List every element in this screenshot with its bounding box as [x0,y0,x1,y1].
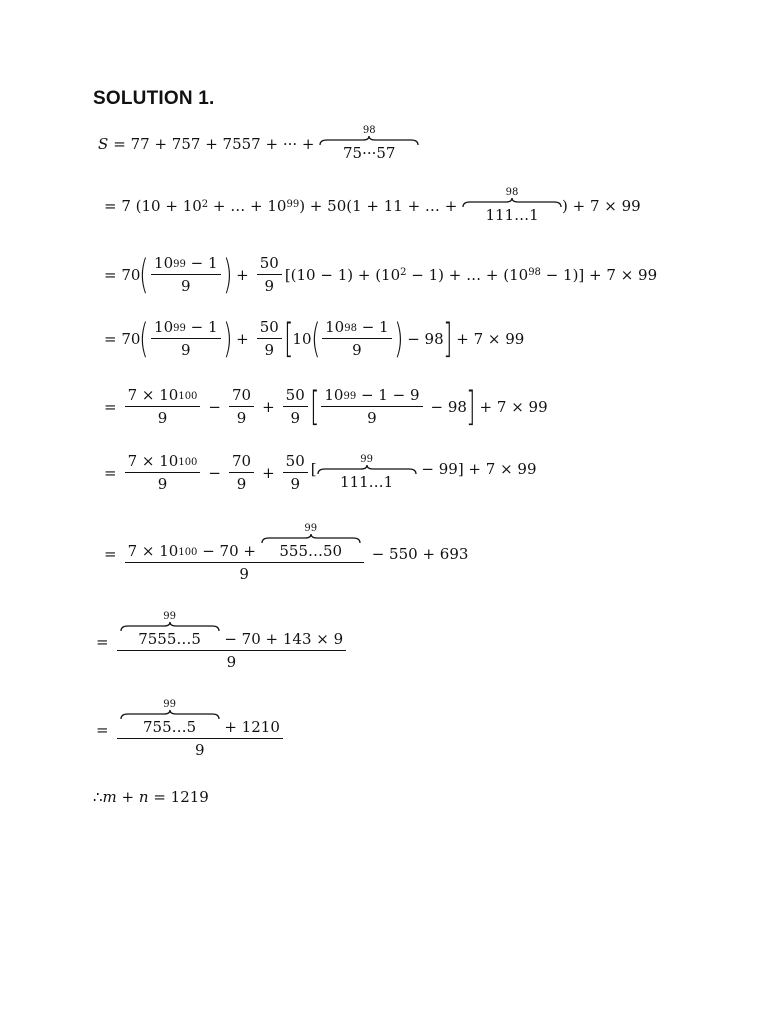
numerator: 50 [257,318,282,339]
overbrace-label: 99 [163,699,176,710]
numerator: 70 [229,452,254,473]
denominator: 9 [367,409,377,427]
variable-s: S [98,135,109,153]
numerator: 50 [283,386,308,407]
fraction [283,386,308,427]
equation-line-9 [96,700,286,759]
expr-part: [(10 − 1) + (10 [284,265,401,284]
denominator: 9 [236,409,247,427]
denominator: 9 [236,475,247,493]
left-paren: ( [139,251,149,298]
overbrace-label: 98 [505,187,519,198]
equation-line-5 [104,383,548,430]
numerator-rest: − 70 + [197,542,261,560]
equation-line-1 [98,126,419,162]
exponent: 2 [400,267,407,278]
denominator: 9 [181,277,191,295]
expr-part: + 7 × 99 [456,329,525,348]
right-bracket: ] [466,383,476,430]
result: = 1219 [148,788,209,806]
operator: + [236,265,249,284]
left-bracket: [ [283,315,294,362]
expr-part: − 550 + 693 [371,544,469,563]
equation-line-2 [104,188,641,224]
conclusion-line [93,788,209,806]
left-paren: ( [139,315,149,362]
denominator: 9 [194,741,205,759]
numerator: 7 × 10 [127,386,179,404]
numerator-rest: − 1 [185,318,218,336]
numerator-rest: − 70 + 143 × 9 [219,630,344,648]
operator: − [208,463,221,482]
overbrace-body: 111…1 [485,206,539,224]
expr-part: 10 [292,329,312,348]
fraction [283,452,308,493]
exponent: 99 [286,198,300,210]
equation-line-7 [104,524,468,583]
overbrace-body: 111…1 [340,472,394,491]
overbrace-group [317,455,417,491]
equals-sign: = [96,632,109,651]
exponent: 98 [528,267,541,278]
exponent: 98 [344,323,357,334]
fraction [229,386,254,427]
fraction [257,318,282,359]
expr-part: = 70 [104,329,141,348]
numerator: 7 × 10 [127,452,179,470]
right-paren: ) [222,315,233,362]
overbrace-body: 75···57 [342,144,396,162]
expr-part: = 70 [104,265,141,284]
denominator: 9 [290,409,300,427]
denominator: 9 [157,475,168,493]
operator: + [262,397,275,416]
exponent: 100 [178,457,198,468]
overbrace-label: 99 [304,523,318,534]
exponent: 100 [178,547,198,558]
exponent: 99 [343,391,357,402]
fraction [151,318,220,359]
expr-part: − 99] + 7 × 99 [416,460,537,478]
operator: + [262,463,275,482]
numerator: 7 × 10 [127,542,179,560]
fraction [257,254,282,295]
variable-m: m [102,788,117,806]
equation-line-6 [104,452,537,493]
numerator-rest: − 1 [185,254,218,272]
equals-sign: = [104,463,117,482]
overbrace-label: 98 [362,125,376,136]
overbrace-group [462,188,562,224]
expr-part: − 98 [407,329,444,348]
left-bracket: [ [309,383,320,430]
numerator-rest: + 1210 [219,718,280,736]
expr-part: − 1) + … + (10 [406,265,529,284]
numerator: 10 [154,318,174,336]
numerator-rest: − 1 [356,318,389,336]
overbrace-label: 99 [360,453,373,465]
equation-line-4 [104,315,525,362]
denominator: 9 [239,565,249,583]
equals-sign: = [96,720,109,739]
expr-part: − 98 [430,397,467,416]
fraction [125,386,201,427]
numerator: 10 [324,386,344,404]
operator: + [236,329,249,348]
denominator: 9 [264,277,275,295]
exponent: 2 [201,198,209,210]
equals-sign: = [104,397,117,416]
fraction [321,386,422,427]
expr-part: + 7 × 99 [479,397,548,416]
numerator: 10 [325,318,345,336]
denominator: 9 [157,409,168,427]
overbrace-group [261,524,361,560]
operator: + [116,788,139,806]
overbrace-body: 555…50 [279,542,343,560]
therefore-symbol: ∴ [93,788,103,806]
overbrace-group [120,700,220,736]
overbrace-group [120,612,220,648]
fraction [117,700,283,759]
right-paren: ) [222,251,233,298]
fraction [322,318,391,359]
denominator: 9 [290,475,300,493]
fraction [117,612,347,671]
numerator-rest: − 1 − 9 [356,386,420,404]
equation-line-8 [96,612,349,671]
exponent: 99 [173,259,186,270]
overbrace-group [319,126,419,162]
expr-part: ) + 7 × 99 [562,197,641,215]
exponent: 100 [178,391,198,402]
expr-part: + … + 10 [208,197,287,215]
denominator: 9 [181,341,191,359]
solution-title: SOLUTION 1. [93,88,215,109]
denominator: 9 [226,653,237,671]
fraction [151,254,220,295]
equals-sign: = [104,544,117,563]
fraction [125,452,201,493]
operator: − [208,397,221,416]
series-terms: = 77 + 757 + 7557 + ··· + [113,135,320,153]
numerator: 70 [229,386,254,407]
fraction [125,524,364,583]
expr-part: ) + 50(1 + 11 + … + [299,197,463,215]
numerator: 10 [154,254,174,272]
expr-part: − 1)] + 7 × 99 [540,265,658,284]
denominator: 9 [264,341,275,359]
left-bracket: [ [310,460,317,478]
variable-n: n [138,788,149,806]
fraction [229,452,254,493]
overbrace-label: 99 [163,611,176,622]
denominator: 9 [352,341,362,359]
overbrace-body: 7555…5 [138,630,201,648]
expr-part: = 7 (10 + 10 [104,197,202,215]
right-paren: ) [393,315,404,362]
left-paren: ( [310,315,321,362]
numerator: 50 [283,452,308,473]
overbrace-body: 755…5 [142,718,197,736]
exponent: 99 [173,323,186,334]
numerator: 50 [257,254,282,275]
equation-line-3 [104,251,658,298]
right-bracket: ] [442,315,453,362]
